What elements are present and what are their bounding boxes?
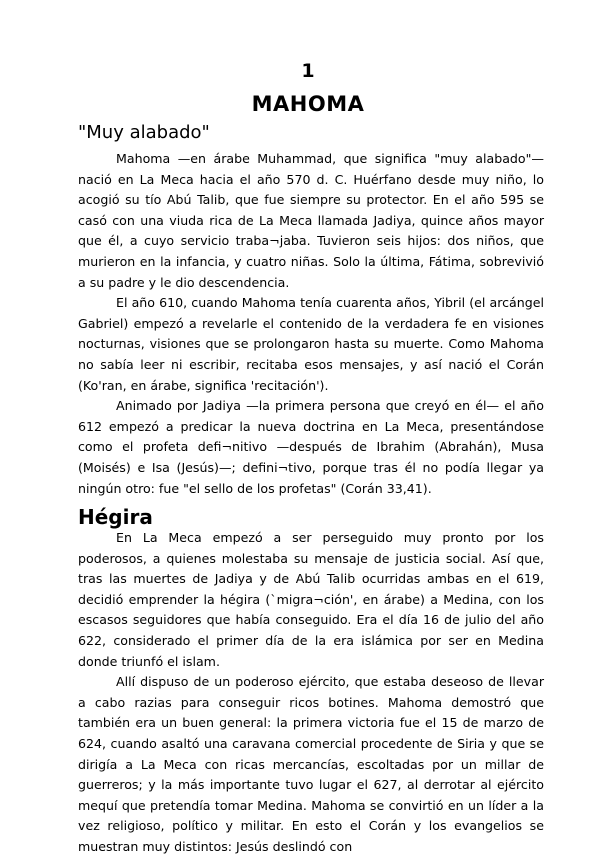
paragraph: Animado por Jadiya —la primera persona que creyó en él— el año 612 empezó a predicar la nueva doctrina en La Meca, presentándose como el profeta defi¬nitivo —después de Ibrahim (Abrahán), Musa (Moisés) e Isa (Jesús)—; defini¬tivo, porque tras él no podía llegar ya ningún otro: fue "el sello de los profetas" (Corán 33,41). bbox=[78, 398, 544, 496]
chapter-title: MAHOMA bbox=[251, 92, 365, 116]
section-heading-hegira: Hégira bbox=[78, 505, 153, 529]
chapter-number: 1 bbox=[301, 60, 315, 82]
paragraph: En La Meca empezó a ser perseguido muy pronto por los poderosos, a quienes molestaba su mensaje de justicia social. Así que, tras las muertes de Jadiya y de Abú Talib ocurridas ambas en el 619, decidió emprender la hégira (`migra¬ción', en árabe) a Medina, con los escasos seguidores que había conseguido. Era el día 16 de julio del año 622, considerado el primer día de la era islámica por ser en Medina donde triunfó el islam. bbox=[78, 530, 544, 669]
paragraph: Mahoma —en árabe Muhammad, que significa "muy alabado"— nació en La Meca hacia el año 570 d. C. Huérfano desde muy niño, lo acogió su tío Abú Talib, que fue siempre su protector. En el año 595 se casó con una viuda rica de La Meca llamada Jadiya, quince años mayor que él, a cuyo servicio traba¬jaba. Tuvieron seis hijos: dos niños, que murieron en la infancia, y cuatro niñas. Solo la última, Fátima, sobrevivió a su padre y le dio descendencia. bbox=[78, 151, 544, 290]
section-heading-muy-alabado: "Muy alabado" bbox=[78, 122, 210, 143]
paragraph: El año 610, cuando Mahoma tenía cuarenta años, Yibril (el arcángel Gabriel) empezó a revelarle el contenido de la verdadera fe en visiones nocturnas, visiones que se prolongaron hasta su muerte. Como Mahoma no sabía leer ni escribir, recitaba esos mensajes, y así nació el Corán (Ko'ran, en árabe, significa 'recitación'). bbox=[78, 295, 544, 393]
paragraph: Allí dispuso de un poderoso ejército, que estaba deseoso de llevar a cabo razias para conseguir ricos botines. Mahoma demostró que también era un buen general: la primera victoria fue el 15 de marzo de 624, cuando asaltó una caravana comercial procedente de Siria y que se dirigía a La Meca con ricas mercancías, escoltadas por un millar de guerreros; y la más importante tuvo lugar el 627, al derrotar al ejército mequí que pretendía tomar Medina. Mahoma se convirtió en un líder a la vez religioso, político y militar. En esto el Corán y los evangelios se muestran muy distintos: Jesús deslindó con bbox=[78, 674, 544, 854]
section-body-hegira bbox=[78, 528, 544, 858]
section-body-muy-alabado bbox=[78, 149, 544, 499]
